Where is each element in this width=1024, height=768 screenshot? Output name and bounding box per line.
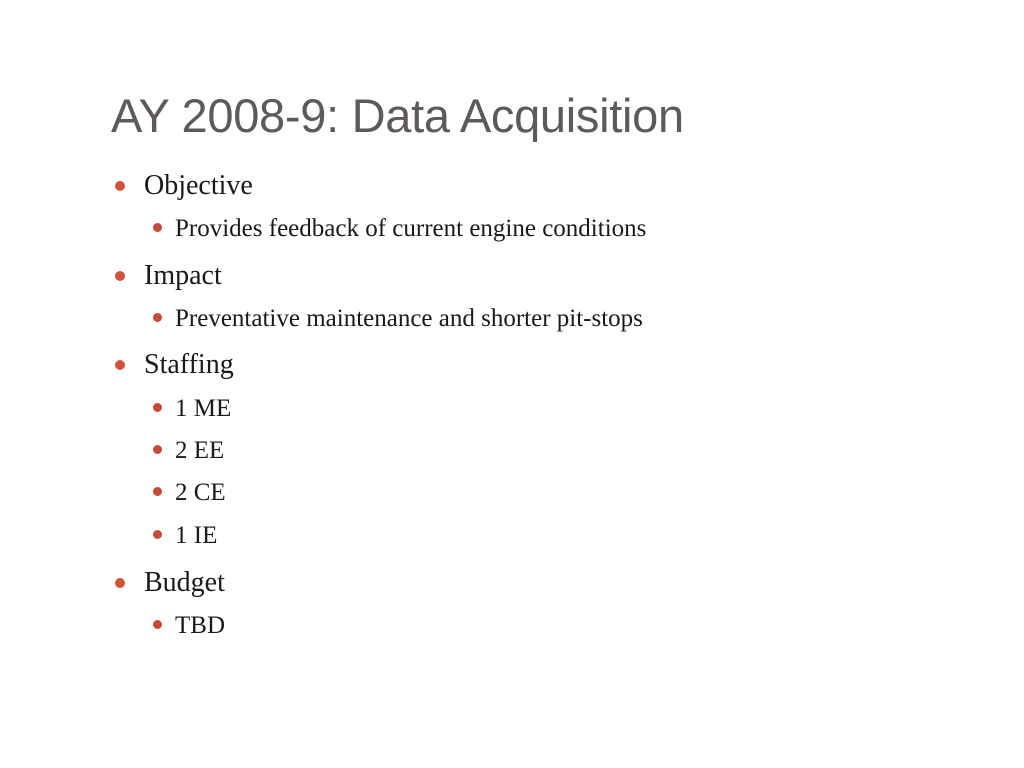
bullet-dot-icon (153, 530, 162, 539)
bullet-text: TBD (175, 612, 225, 639)
bullet-text: Preventative maintenance and shorter pit-stops (175, 305, 643, 332)
bullet-staffing (144, 348, 234, 382)
bullet-text: 2 CE (175, 479, 226, 506)
bullet-text: Objective (144, 170, 253, 201)
bullet-dot-icon (153, 445, 162, 454)
bullet-text: Impact (144, 260, 222, 291)
slide-title: AY 2008-9: Data Acquisition (111, 89, 684, 142)
bullet-dot-icon (153, 403, 162, 412)
bullet-dot-icon (115, 271, 125, 281)
bullet-dot-icon (115, 181, 125, 191)
sub-bullet-staffing-4 (175, 521, 217, 551)
bullet-dot-icon (153, 313, 162, 322)
bullet-text: 1 ME (175, 395, 232, 422)
bullet-text: 1 IE (175, 522, 218, 549)
bullet-dot-icon (153, 223, 162, 232)
bullet-dot-icon (115, 578, 125, 588)
sub-bullet-impact-1 (175, 304, 643, 334)
bullet-impact (144, 259, 222, 293)
sub-bullet-staffing-1 (175, 394, 231, 424)
bullet-text: Staffing (144, 349, 234, 380)
sub-bullet-staffing-3 (175, 478, 226, 508)
bullet-dot-icon (153, 487, 162, 496)
sub-bullet-staffing-2 (175, 436, 224, 466)
bullet-objective (144, 169, 253, 203)
sub-bullet-objective-1 (175, 214, 646, 244)
bullet-text: 2 EE (175, 437, 225, 464)
bullet-budget (144, 566, 225, 600)
bullet-text: Budget (144, 567, 225, 598)
sub-bullet-budget-1 (175, 611, 225, 641)
bullet-dot-icon (115, 360, 125, 370)
bullet-dot-icon (153, 620, 162, 629)
bullet-text: Provides feedback of current engine conditions (175, 215, 647, 242)
